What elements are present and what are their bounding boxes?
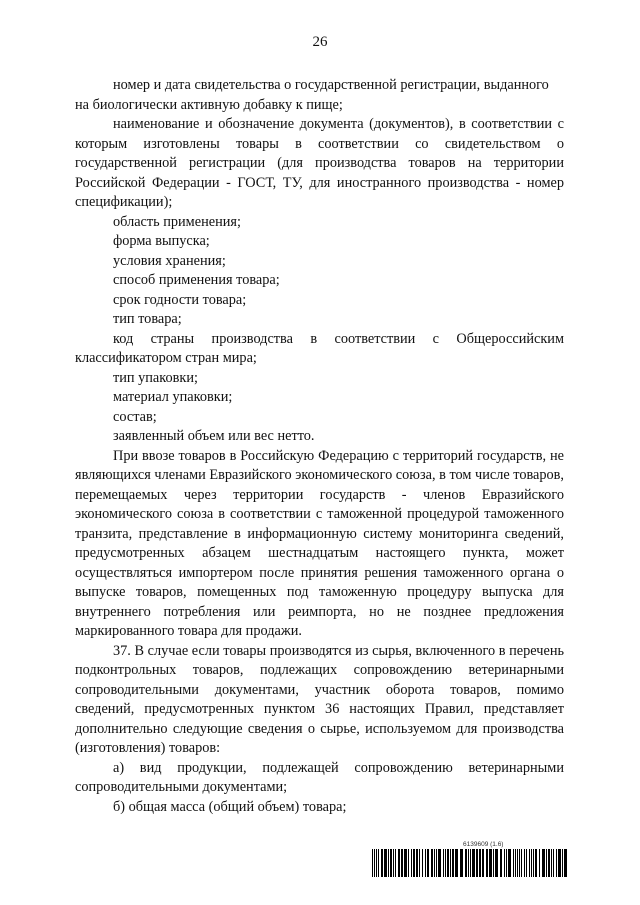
- list-item: состав;: [113, 408, 157, 425]
- list-item: материал упаковки;: [113, 389, 233, 405]
- list-item: б) общая масса (общий объем) товара;: [113, 798, 347, 815]
- paragraph: При ввозе товаров в Российскую Федерацию с территорий государств, не являющихся членами Евразийского экономического союза, в том числе товаров, перемещаемых через территории государств - членов Евразийского экономического союза в соответствии с таможенной процедурой таможенного транзита, представление в информационную систему мониторинга сведений, предусмотренных абзацем шестнадцатым настоящего пункта, может осуществляться импортером после принятия решения таможенного органа о выпуске товаров, помещенных под таможенную процедуру выпуска для внутреннего потребления или реимпорта, но не позднее предложения маркированного товара для продажи.: [75, 447, 564, 639]
- paragraph: 37. В случае если товары производятся из сырья, включенного в перечень подконтрольных товаров, подлежащих сопровождению ветеринарными сопроводительными документами, участник оборота товаров, помимо сведений, предусмотренных пунктом 36 настоящих Правил, представляет дополнительно следующие сведения о сырье, используемом для производства (изготовления) товаров:: [75, 642, 564, 756]
- list-item: заявленный объем или вес нетто.: [113, 428, 315, 444]
- list-item: способ применения товара;: [113, 272, 280, 288]
- list-item: код страны производства в соответствии с Общероссийским классификатором стран мира;: [75, 330, 564, 366]
- paragraph: номер и дата свидетельства о государственной регистрации, выданного на биологически активную добавку к пище;: [75, 77, 549, 113]
- document-code: 6139609 (1.6): [463, 841, 504, 848]
- paragraph: наименование и обозначение документа (документов), в соответствии с которым изготовлены товары в соответствии со свидетельством о государственной регистрации (для производства товаров на территории Российской Федерации - ГОСТ, ТУ, для иностранного производства - номер спецификации);: [75, 116, 564, 210]
- list-item: тип товара;: [113, 311, 182, 327]
- document-body: [75, 76, 564, 817]
- list-item: срок годности товара;: [113, 291, 247, 308]
- list-item: условия хранения;: [113, 252, 226, 269]
- page-number: 26: [312, 34, 328, 50]
- list-item: а) вид продукции, подлежащей сопровождению ветеринарными сопроводительными документами;: [75, 759, 564, 795]
- barcode-icon: [372, 849, 568, 877]
- list-item: форма выпуска;: [113, 233, 210, 249]
- list-item: область применения;: [113, 213, 241, 230]
- list-item: тип упаковки;: [113, 369, 198, 386]
